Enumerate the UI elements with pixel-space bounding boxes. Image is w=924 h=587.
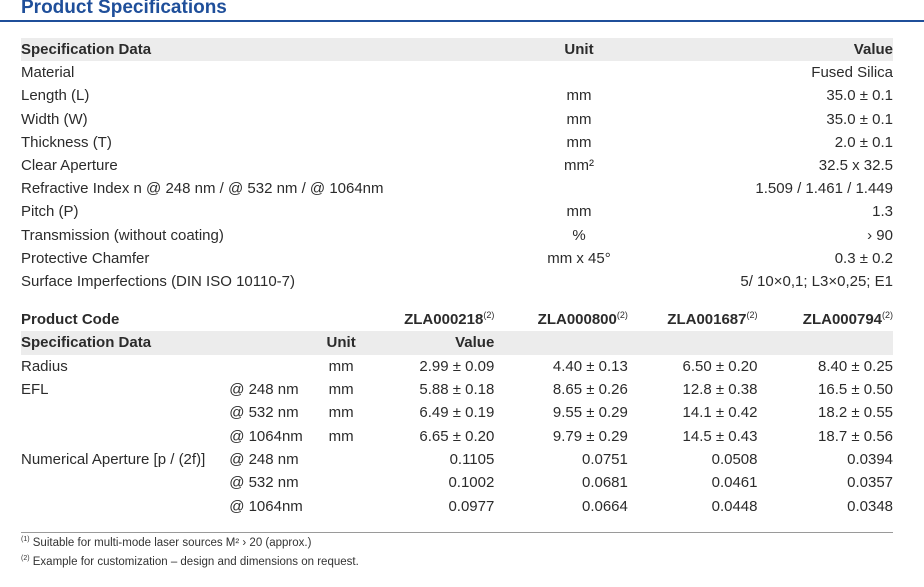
param-value: 0.0461	[711, 474, 758, 492]
title-divider	[0, 20, 924, 22]
spec-name: Surface Imperfections (DIN ISO 10110-7)	[21, 272, 295, 290]
footnote: $^{(1)}$ Suitable for multi-mode laser sources M² › 20 (approx.)	[21, 536, 312, 549]
param-value: 12.8 ± 0.38	[682, 381, 758, 399]
table-row	[21, 84, 893, 107]
param-value: 0.0394	[847, 450, 894, 468]
param-name: Numerical Aperture [p / (2f)]	[21, 450, 206, 468]
wavelength: @ 248 nm	[229, 381, 299, 399]
table-row	[21, 200, 893, 223]
spec-unit: mm	[566, 133, 592, 151]
param-value: 8.40 ± 0.25	[818, 357, 894, 375]
param-value: 8.65 ± 0.26	[552, 381, 628, 399]
param-value: 5.88 ± 0.18	[419, 381, 495, 399]
spec-unit: mm	[566, 203, 592, 221]
table-row	[21, 355, 893, 378]
product-code-row	[21, 308, 893, 331]
table-row	[21, 494, 893, 517]
table-row	[21, 424, 893, 447]
spec-name: Transmission (without coating)	[21, 226, 224, 244]
param-unit: mm	[328, 404, 354, 422]
spec-value: 35.0 ± 0.1	[826, 110, 893, 128]
table-row	[21, 154, 893, 177]
table-row	[21, 401, 893, 424]
param-value: 0.1002	[448, 474, 495, 492]
table-row	[21, 224, 893, 247]
header-value: Value	[455, 334, 495, 352]
table-row	[21, 61, 893, 84]
param-value: 0.1105	[449, 450, 495, 468]
product-table-header	[21, 331, 893, 354]
product-code: ZLA000800$^{(2)}$	[537, 310, 628, 329]
param-value: 0.0664	[581, 497, 628, 515]
param-value: 0.0357	[847, 474, 894, 492]
param-value: 6.65 ± 0.20	[419, 427, 495, 445]
param-value: 9.55 ± 0.29	[552, 404, 628, 422]
spec-name: Length (L)	[21, 87, 90, 105]
param-unit: mm	[328, 357, 354, 375]
param-name: Radius	[21, 357, 68, 375]
header-unit: Unit	[564, 41, 594, 59]
param-value: 2.99 ± 0.09	[419, 357, 495, 375]
spec-unit: %	[572, 226, 586, 244]
header-unit: Unit	[326, 334, 356, 352]
product-code: ZLA001687$^{(2)}$	[667, 310, 758, 329]
param-value: 0.0448	[711, 497, 758, 515]
param-value: 0.0681	[581, 474, 628, 492]
spec-name: Thickness (T)	[21, 133, 112, 151]
param-value: 4.40 ± 0.13	[552, 357, 628, 375]
param-value: 0.0508	[711, 450, 758, 468]
wavelength: @ 532 nm	[229, 474, 299, 492]
param-value: 0.0348	[847, 497, 894, 515]
page-title: Product Specifications	[21, 0, 227, 18]
param-value: 6.49 ± 0.19	[419, 404, 495, 422]
product-table	[21, 308, 893, 518]
spec-value: Fused Silica	[811, 64, 893, 82]
spec-unit: mm	[566, 110, 592, 128]
spec-name: Pitch (P)	[21, 203, 79, 221]
spec-value: 0.3 ± 0.2	[834, 249, 893, 267]
wavelength: @ 1064nm	[229, 427, 303, 445]
product-code: ZLA000794$^{(2)}$	[802, 310, 894, 329]
spec-value: 35.0 ± 0.1	[826, 87, 893, 105]
spec-name: Protective Chamfer	[21, 249, 150, 267]
spec-name: Material	[21, 64, 75, 82]
spec-value: 1.509 / 1.461 / 1.449	[755, 180, 893, 198]
spec-value: 1.3	[872, 203, 893, 221]
spec-value: 2.0 ± 0.1	[834, 133, 893, 151]
param-value: 14.5 ± 0.43	[682, 427, 758, 445]
param-value: 18.2 ± 0.55	[818, 404, 894, 422]
header-spec: Specification Data	[21, 334, 152, 352]
footnote-divider	[21, 532, 893, 533]
param-value: 6.50 ± 0.20	[682, 357, 758, 375]
param-value: 0.0751	[581, 450, 628, 468]
table-row	[21, 471, 893, 494]
product-code: ZLA000218$^{(2)}$	[404, 310, 495, 329]
table-row	[21, 131, 893, 154]
param-value: 16.5 ± 0.50	[818, 381, 894, 399]
spec-value: 32.5 x 32.5	[818, 157, 893, 175]
table-row	[21, 177, 893, 200]
wavelength: @ 532 nm	[229, 404, 299, 422]
table-row	[21, 108, 893, 131]
param-value: 0.0977	[448, 497, 495, 515]
spec-name: Width (W)	[21, 110, 88, 128]
header-value: Value	[853, 41, 893, 59]
spec-table	[21, 38, 893, 293]
table-row	[21, 448, 893, 471]
header-spec: Specification Data	[21, 41, 152, 59]
spec-unit: mm²	[564, 157, 594, 175]
table-row	[21, 270, 893, 293]
param-value: 9.79 ± 0.29	[552, 427, 628, 445]
param-name: EFL	[21, 381, 49, 399]
wavelength: @ 1064nm	[229, 497, 303, 515]
table-row	[21, 378, 893, 401]
spec-value: › 90	[867, 226, 893, 244]
spec-name: Refractive Index n @ 248 nm / @ 532 nm / @ 1064nm	[21, 180, 384, 198]
table-row	[21, 247, 893, 270]
param-unit: mm	[328, 381, 354, 399]
param-unit: mm	[328, 427, 354, 445]
spec-value: 5/ 10×0,1; L3×0,25; E1	[740, 272, 893, 290]
product-code-label: Product Code	[21, 311, 120, 329]
wavelength: @ 248 nm	[229, 450, 299, 468]
spec-name: Clear Aperture	[21, 157, 118, 175]
param-value: 14.1 ± 0.42	[682, 404, 758, 422]
spec-unit: mm	[566, 87, 592, 105]
param-value: 18.7 ± 0.56	[818, 427, 894, 445]
spec-unit: mm x 45°	[547, 249, 611, 267]
footnote: $^{(2)}$ Example for customization – design and dimensions on request.	[21, 555, 359, 568]
spec-table-header	[21, 38, 893, 61]
